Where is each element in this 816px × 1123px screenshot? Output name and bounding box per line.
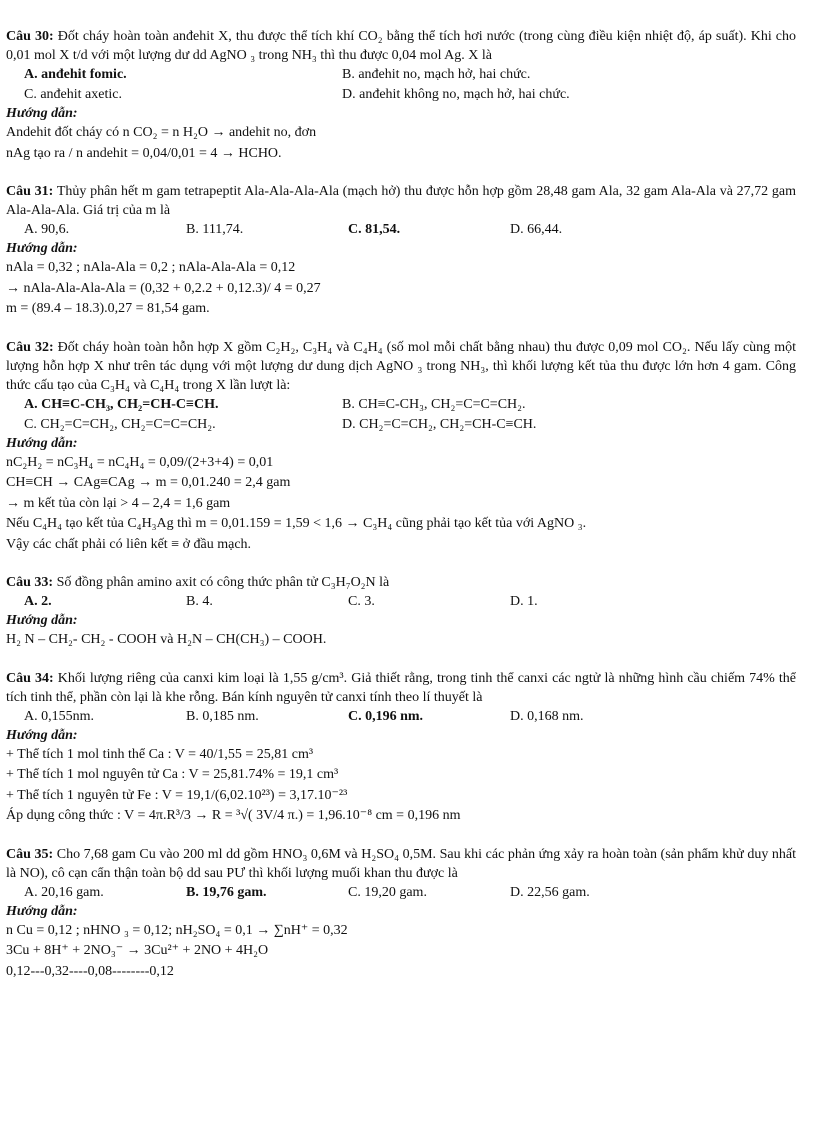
guide-heading: Hướng dẫn:: [6, 241, 78, 256]
answer-options: [6, 883, 796, 903]
solution-line: Andehit đốt cháy có n CO₂ = n H₂O → andehit no, đơn: [6, 125, 317, 140]
answer-options: [6, 220, 796, 240]
option-d: D. 66,44.: [510, 222, 563, 237]
question-33: [6, 573, 796, 651]
option-b: B. anđehit no, mạch hở, hai chức.: [342, 67, 531, 82]
question-number: Câu 30:: [6, 29, 54, 44]
option-c: C. 81,54.: [348, 222, 401, 237]
option-a: A. 2.: [24, 594, 52, 609]
solution-line: Nếu C₄H₄ tạo kết tủa C₄H₃Ag thì m = 0,01.159 = 1,59 < 1,6 → C₃H₄ cũng phải tạo kết tủa với AgNO ₃.: [6, 516, 587, 531]
option-d: D. anđehit không no, mạch hở, hai chức.: [342, 87, 570, 102]
answer-options: [6, 65, 796, 105]
option-a: A. 90,6.: [24, 222, 70, 237]
question-stem: [6, 845, 796, 883]
solution-line: nAla = 0,32 ; nAla-Ala = 0,2 ; nAla-Ala-Ala = 0,12: [6, 260, 296, 275]
question-35: [6, 845, 796, 983]
option-c: C. 19,20 gam.: [348, 884, 427, 900]
question-stem: [6, 573, 796, 592]
solution-line: → nAla-Ala-Ala-Ala = (0,32 + 0,2.2 + 0,12.3)/ 4 = 0,27: [6, 280, 321, 296]
solution-line: → m kết tủa còn lại > 4 – 2,4 = 1,6 gam: [6, 495, 231, 511]
solution-line: 3Cu + 8H⁺ + 2NO₃⁻ → 3Cu²⁺ + 2NO + 4H₂O: [6, 943, 269, 958]
question-31: [6, 182, 796, 320]
option-c: C. anđehit axetic.: [24, 87, 122, 102]
guide-heading: Hướng dẫn:: [6, 613, 78, 628]
option-d: D. CH₂=C=CH₂, CH₂=CH-C≡CH.: [342, 416, 537, 432]
question-text: Cho 7,68 gam Cu vào 200 ml dd gồm HNO₃ 0,6M và H₂SO₄ 0,5M. Sau khi các phản ứng xảy ra hoàn toàn (sản phẩm khử duy nhất là NO), cô cạn cẩn thận toàn bộ dd sau PƯ thì khối lượng muối khan thu được là: [6, 846, 796, 881]
question-stem: [6, 669, 796, 707]
solution-line: nC₂H₂ = nC₃H₄ = nC₄H₄ = 0,09/(2+3+4) = 0,01: [6, 454, 274, 470]
option-d: D. 1.: [510, 594, 538, 609]
option-c: C. 0,196 nm.: [348, 708, 424, 724]
question-number: Câu 32:: [6, 339, 54, 355]
guide-heading: Hướng dẫn:: [6, 903, 78, 919]
answer-options: [6, 707, 796, 727]
solution-line: m = (89.4 – 18.3).0,27 = 81,54 gam.: [6, 301, 210, 316]
question-number: Câu 33:: [6, 575, 54, 590]
solution-line: nAg tạo ra / n andehit = 0,04/0,01 = 4 → HCHO.: [6, 145, 282, 161]
exam-page: [6, 27, 796, 982]
option-b: B. 4.: [186, 594, 213, 609]
solution-line: Áp dụng công thức : V = 4π.R³/3 → R = ³√( 3V/4 π.) = 1,96.10⁻⁸ cm = 0,196 nm: [6, 808, 461, 823]
solution-line: + Thể tích 1 nguyên tử Fe : V = 19,1/(6,02.10²³) = 3,17.10⁻²³: [6, 787, 348, 803]
solution-line: + Thể tích 1 mol tinh thể Ca : V = 40/1,55 = 25,81 cm³: [6, 746, 314, 762]
question-number: Câu 35:: [6, 846, 54, 862]
question-text: Khối lượng riêng của canxi kim loại là 1,55 g/cm³. Giả thiết rằng, trong tinh thể canxi các ngtử là những hình cầu chiếm 74% thể tích tinh thể, phần còn lại là khe rỗng. Bán kính nguyên tử canxi tính theo lí thuyết là: [6, 670, 797, 705]
question-stem: [6, 182, 796, 220]
question-text: Số đồng phân amino axit có công thức phân tử C₃H₇O₂N là: [56, 575, 390, 590]
option-d: D. 0,168 nm.: [510, 708, 584, 724]
question-text: Đốt cháy hoàn toàn anđehit X, thu được thể tích khí CO₂ bằng thể tích hơi nước (trong cùng điều kiện nhiệt độ, áp suất). Khi cho 0,01 mol X t/d với một lượng dư dd AgNO ₃ trong NH₃ thì thu được 0,04 mol Ag. X là: [6, 29, 797, 63]
solution-line: Vậy các chất phải có liên kết ≡ ở đầu mạch.: [6, 536, 252, 552]
question-text: Đốt cháy hoàn toàn hỗn hợp X gồm C₂H₂, C₃H₄ và C₄H₄ (số mol mỗi chất bằng nhau) thu được 0,09 mol CO₂. Nếu lấy cùng một lượng hỗn hợp X như trên tác dụng với một lượng dư dung dịch AgNO ₃ trong NH₃, thì khối lượng kết tủa thu được lớn hơn 4 gam. Công thức cấu tạo của C₃H₄ và C₄H₄ trong X lần lượt là:: [6, 339, 796, 393]
solution-line: H₂ N – CH₂- CH₂ - COOH và H₂N – CH(CH₃) – COOH.: [6, 632, 327, 647]
question-34: [6, 669, 796, 827]
option-b: B. 19,76 gam.: [186, 884, 267, 900]
option-b: B. 0,185 nm.: [186, 708, 259, 724]
option-b: B. 111,74.: [186, 222, 244, 237]
option-a: A. 0,155nm.: [24, 708, 94, 724]
solution-line: n Cu = 0,12 ; nHNO ₃ = 0,12; nH₂SO₄ = 0,1 → ∑nH⁺ = 0,32: [6, 922, 348, 938]
answer-options: [6, 395, 796, 435]
solution-line: + Thể tích 1 mol nguyên tử Ca : V = 25,81.74% = 19,1 cm³: [6, 767, 339, 782]
question-text: Thủy phân hết m gam tetrapeptit Ala-Ala-Ala-Ala (mạch hở) thu được hỗn hợp gồm 28,48 gam Ala, 32 gam Ala-Ala và 27,72 gam Ala-Ala-Ala. Giá trị của m là: [6, 184, 797, 218]
question-stem: [6, 27, 796, 65]
question-32: [6, 338, 796, 556]
option-c: C. CH₂=C=CH₂, CH₂=C=C=CH₂.: [24, 416, 216, 432]
question-number: Câu 31:: [6, 184, 54, 199]
option-a: A. anđehit fomic.: [24, 67, 127, 82]
guide-heading: Hướng dẫn:: [6, 727, 78, 743]
solution-line: CH≡CH → CAg≡CAg → m = 0,01.240 = 2,4 gam: [6, 475, 291, 490]
question-30: [6, 27, 796, 164]
answer-options: [6, 592, 796, 612]
question-number: Câu 34:: [6, 670, 54, 686]
guide-heading: Hướng dẫn:: [6, 435, 78, 451]
solution-line: 0,12---0,32----0,08--------0,12: [6, 963, 174, 979]
option-a: A. CH≡C-CH₃, CH₂=CH-C≡CH.: [24, 396, 219, 412]
option-c: C. 3.: [348, 594, 375, 609]
option-a: A. 20,16 gam.: [24, 884, 104, 900]
guide-heading: Hướng dẫn:: [6, 106, 78, 121]
option-b: B. CH≡C-CH₃, CH₂=C=C=CH₂.: [342, 396, 526, 412]
question-stem: [6, 338, 796, 395]
option-d: D. 22,56 gam.: [510, 884, 590, 900]
